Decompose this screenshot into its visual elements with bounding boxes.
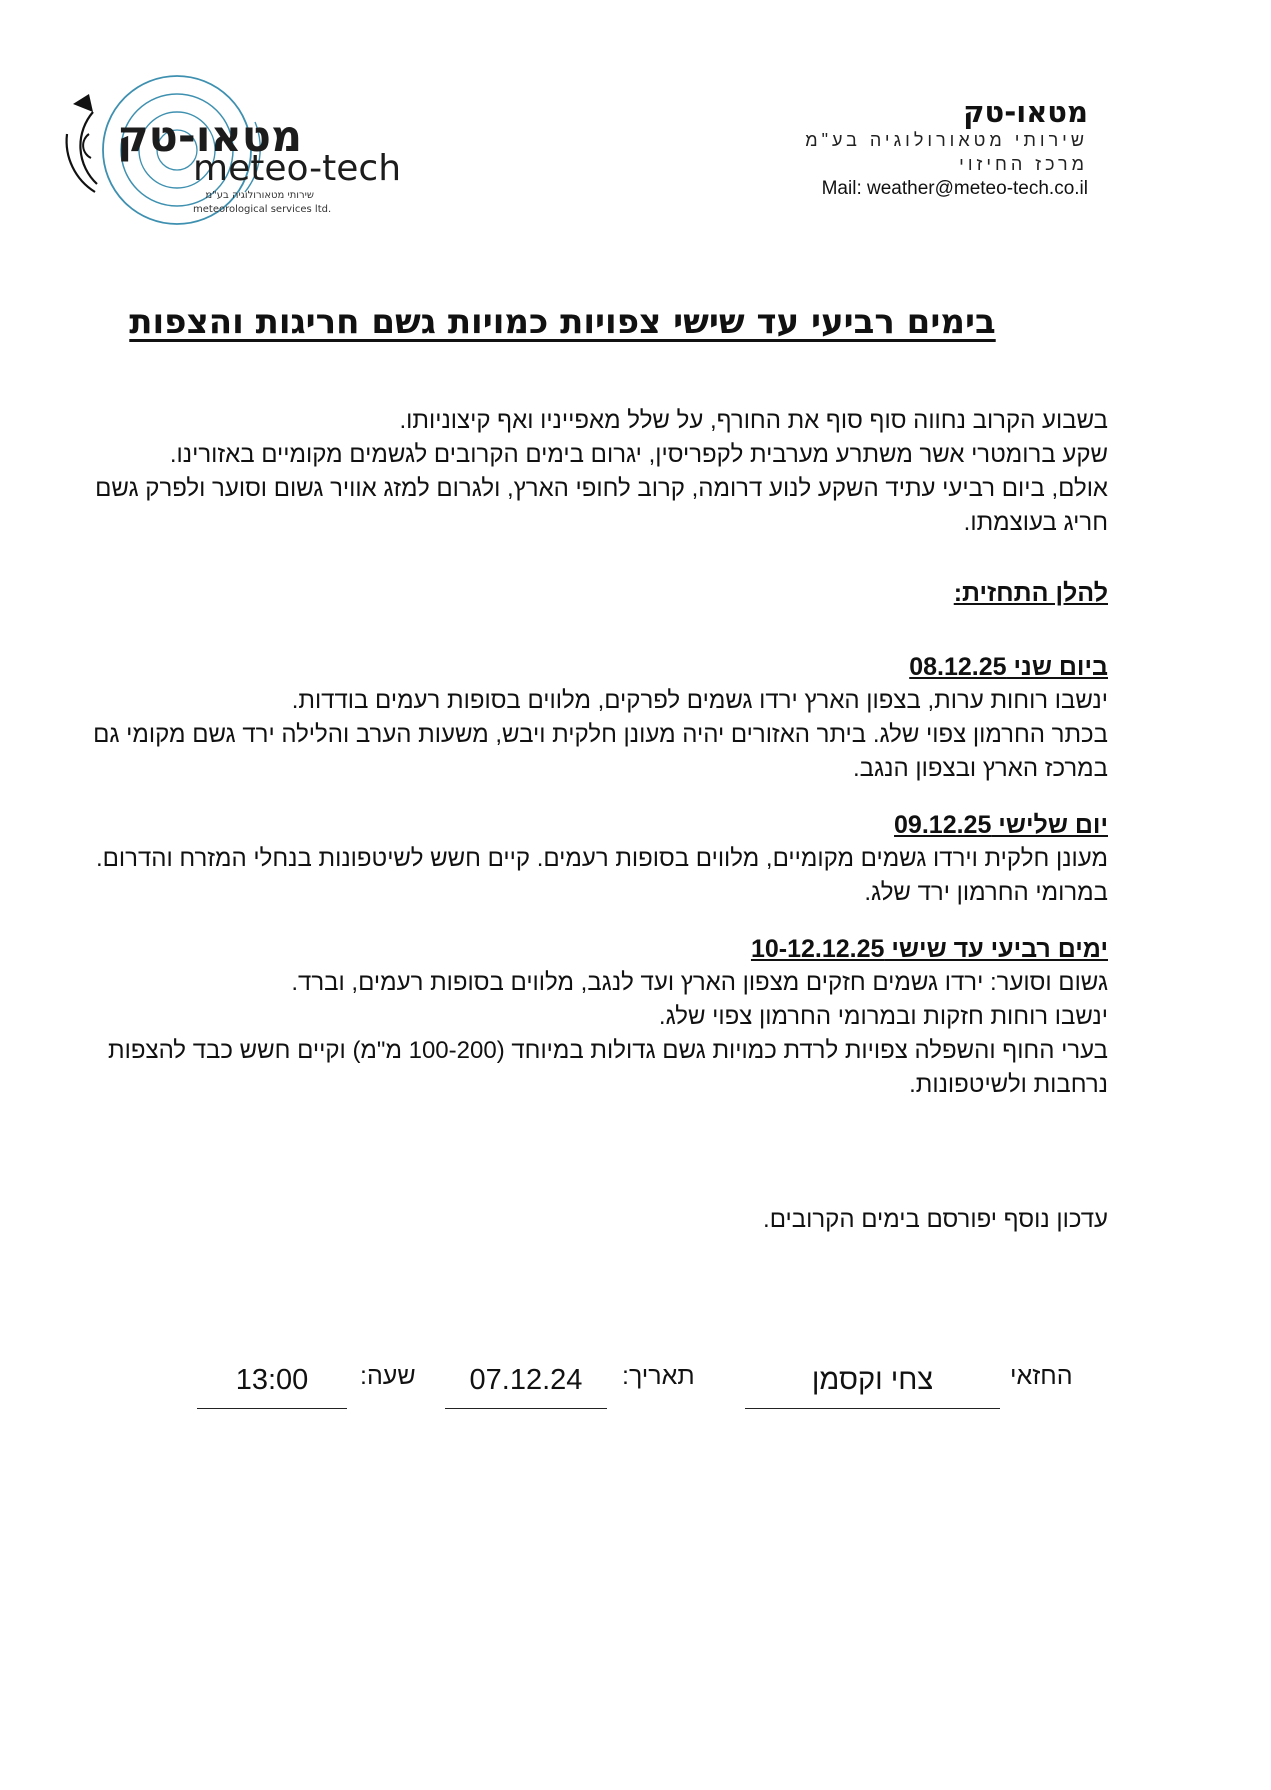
logo-hebrew-text: מטאו-טק	[117, 112, 303, 162]
update-note: עדכון נוסף יפורסם בימים הקרובים.	[763, 1206, 1108, 1233]
date-value: 07.12.24	[469, 1364, 583, 1396]
forecast-header: להלן התחזית:	[953, 579, 1108, 607]
intro-paragraph	[48, 404, 1108, 540]
time-label: שעה:	[360, 1362, 416, 1390]
forecaster-name: צחי וקסמן	[811, 1364, 934, 1396]
forecaster-label: החזאי	[1010, 1362, 1073, 1390]
forecast-line: גשום וסוער: ירדו גשמים חזקים מצפון הארץ ועד לנגב, מלווים בסופות רעמים, וברד.	[291, 969, 1108, 996]
company-logo	[55, 72, 455, 257]
logo-tagline-hebrew: שירותי מטאורולוגיה בע"מ	[205, 190, 314, 201]
date-label: תאריך:	[622, 1362, 695, 1390]
time-value: 13:00	[235, 1364, 309, 1396]
day-text-monday	[48, 684, 1108, 786]
forecaster-signature-line	[745, 1408, 1000, 1409]
forecast-line: בערי החוף והשפלה צפויות לרדת כמויות גשם גדולות במיוחד (100-200 מ"מ) וקיים חשש כבד להצפות נרחבות ולשיטפונות.	[108, 1037, 1108, 1098]
day-text-wed-fri	[48, 966, 1108, 1102]
forecast-line: ינשבו רוחות ערות, בצפון הארץ ירדו גשמים לפרקים, מלווים בסופות רעמים בודדות.	[291, 687, 1108, 714]
intro-line: אולם, ביום רביעי עתיד השקע לנוע דרומה, קרוב לחופי הארץ, ולגרום למזג אוויר גשום וסוער ולפרק גשם חריג בעוצמתו.	[95, 475, 1108, 536]
logo-english-text: meteo-tech	[193, 148, 402, 189]
day-header-wed-fri: ימים רביעי עד שישי 10-12.12.25	[750, 935, 1108, 963]
day-header-monday: ביום שני 08.12.25	[909, 653, 1108, 681]
time-signature-line	[197, 1408, 347, 1409]
company-info	[668, 96, 1088, 202]
forecast-line: בכתר החרמון צפוי שלג. ביתר האזורים יהיה מעונן חלקית ויבש, משעות הערב והלילה ירד גשם מקומי גם במרכז הארץ ובצפון הנגב.	[93, 721, 1108, 782]
date-signature-line	[445, 1408, 607, 1409]
company-mail: Mail: weather@meteo-tech.co.il	[821, 178, 1088, 199]
forecast-line: ינשבו רוחות חזקות ובמרומי החרמון צפוי שלג.	[658, 1003, 1108, 1030]
forecast-line: מעונן חלקית וירדו גשמים מקומיים, מלווים בסופות רעמים. קיים חשש לשיטפונות בנחלי המזרח והדרום. במרומי החרמון ירד שלג.	[95, 845, 1108, 906]
document-title: בימים רביעי עד שישי צפויות כמויות גשם חריגות והצפות	[129, 302, 996, 342]
intro-line: בשבוע הקרוב נחווה סוף סוף את החורף, על שלל מאפייניו ואף קיצוניותו.	[399, 407, 1108, 434]
day-text-tuesday	[48, 842, 1108, 910]
logo-tagline-english: meteorological services ltd.	[193, 204, 332, 215]
company-forecast-center: מרכז החיזוי	[959, 154, 1088, 174]
intro-line: שקע ברומטרי אשר משתרע מערבית לקפריסין, יגרום בימים הקרובים לגשמים מקומיים באזורינו.	[169, 441, 1108, 468]
company-services-line: שירותי מטאורולוגיה בע"מ	[805, 130, 1088, 150]
day-header-tuesday: יום שלישי 09.12.25	[894, 811, 1108, 839]
company-name: מטאו-טק	[963, 95, 1088, 129]
